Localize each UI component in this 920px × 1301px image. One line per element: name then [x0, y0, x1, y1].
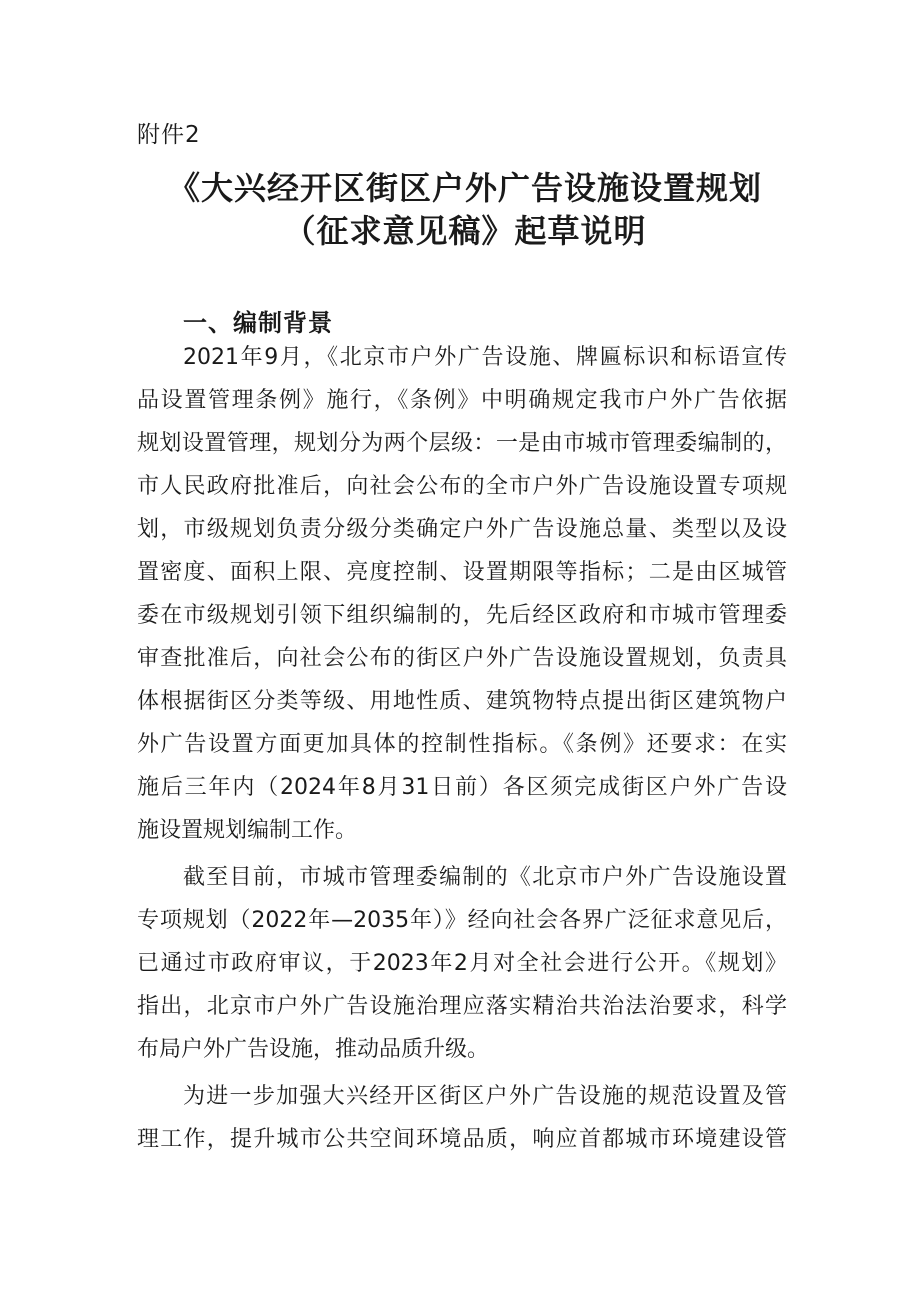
document-title-line-2: （征求意见稿》起草说明 — [283, 212, 647, 250]
attachment-label: 附件2 — [137, 122, 201, 148]
paragraph-line: 体根据街区分类等级、用地性质、建筑物特点提出街区建筑物户 — [137, 689, 787, 714]
paragraph-line: 施后三年内（2024年8月31日前）各区须完成街区户外广告设 — [137, 775, 787, 800]
paragraph-line: 为进一步加强大兴经开区街区户外广告设施的规范设置及管 — [183, 1084, 787, 1109]
paragraph-line: 施设置规划编制工作。 — [137, 818, 358, 843]
paragraph-line: 规划设置管理，规划分为两个层级：一是由市城市管理委编制的， — [137, 431, 787, 456]
paragraph-line: 划，市级规划负责分级分类确定户外广告设施总量、类型以及设 — [137, 517, 787, 542]
paragraph-line: 置密度、面积上限、亮度控制、设置期限等指标；二是由区城管 — [137, 560, 787, 585]
paragraph-line: 审查批准后，向社会公布的街区户外广告设施设置规划，负责具 — [137, 646, 787, 671]
paragraph-line: 指出，北京市户外广告设施治理应落实精治共治法治要求，科学 — [137, 994, 787, 1019]
paragraph-line: 2021年9月，《北京市户外广告设施、牌匾标识和标语宣传 — [183, 345, 787, 370]
section-heading: 一、编制背景 — [183, 309, 333, 337]
paragraph-line: 委在市级规划引领下组织编制的，先后经区政府和市城市管理委 — [137, 603, 787, 628]
document-title-line-1: 《大兴经开区街区户外广告设施设置规划 — [167, 169, 762, 207]
paragraph-line: 已通过市政府审议，于2023年2月对全社会进行公开。《规划》 — [137, 951, 787, 976]
paragraph-line: 布局户外广告设施，推动品质升级。 — [137, 1037, 490, 1062]
paragraph-line: 品设置管理条例》施行，《条例》中明确规定我市户外广告依据 — [137, 388, 787, 413]
paragraph-line: 市人民政府批准后，向社会公布的全市户外广告设施设置专项规 — [137, 474, 787, 499]
paragraph-line: 外广告设置方面更加具体的控制性指标。《条例》还要求：在实 — [137, 732, 787, 757]
paragraph-line: 专项规划（2022年—2035年）》经向社会各界广泛征求意见后， — [137, 908, 787, 933]
paragraph-line: 截至目前，市城市管理委编制的《北京市户外广告设施设置 — [183, 865, 787, 890]
paragraph-line: 理工作，提升城市公共空间环境品质，响应首都城市环境建设管 — [137, 1127, 787, 1152]
